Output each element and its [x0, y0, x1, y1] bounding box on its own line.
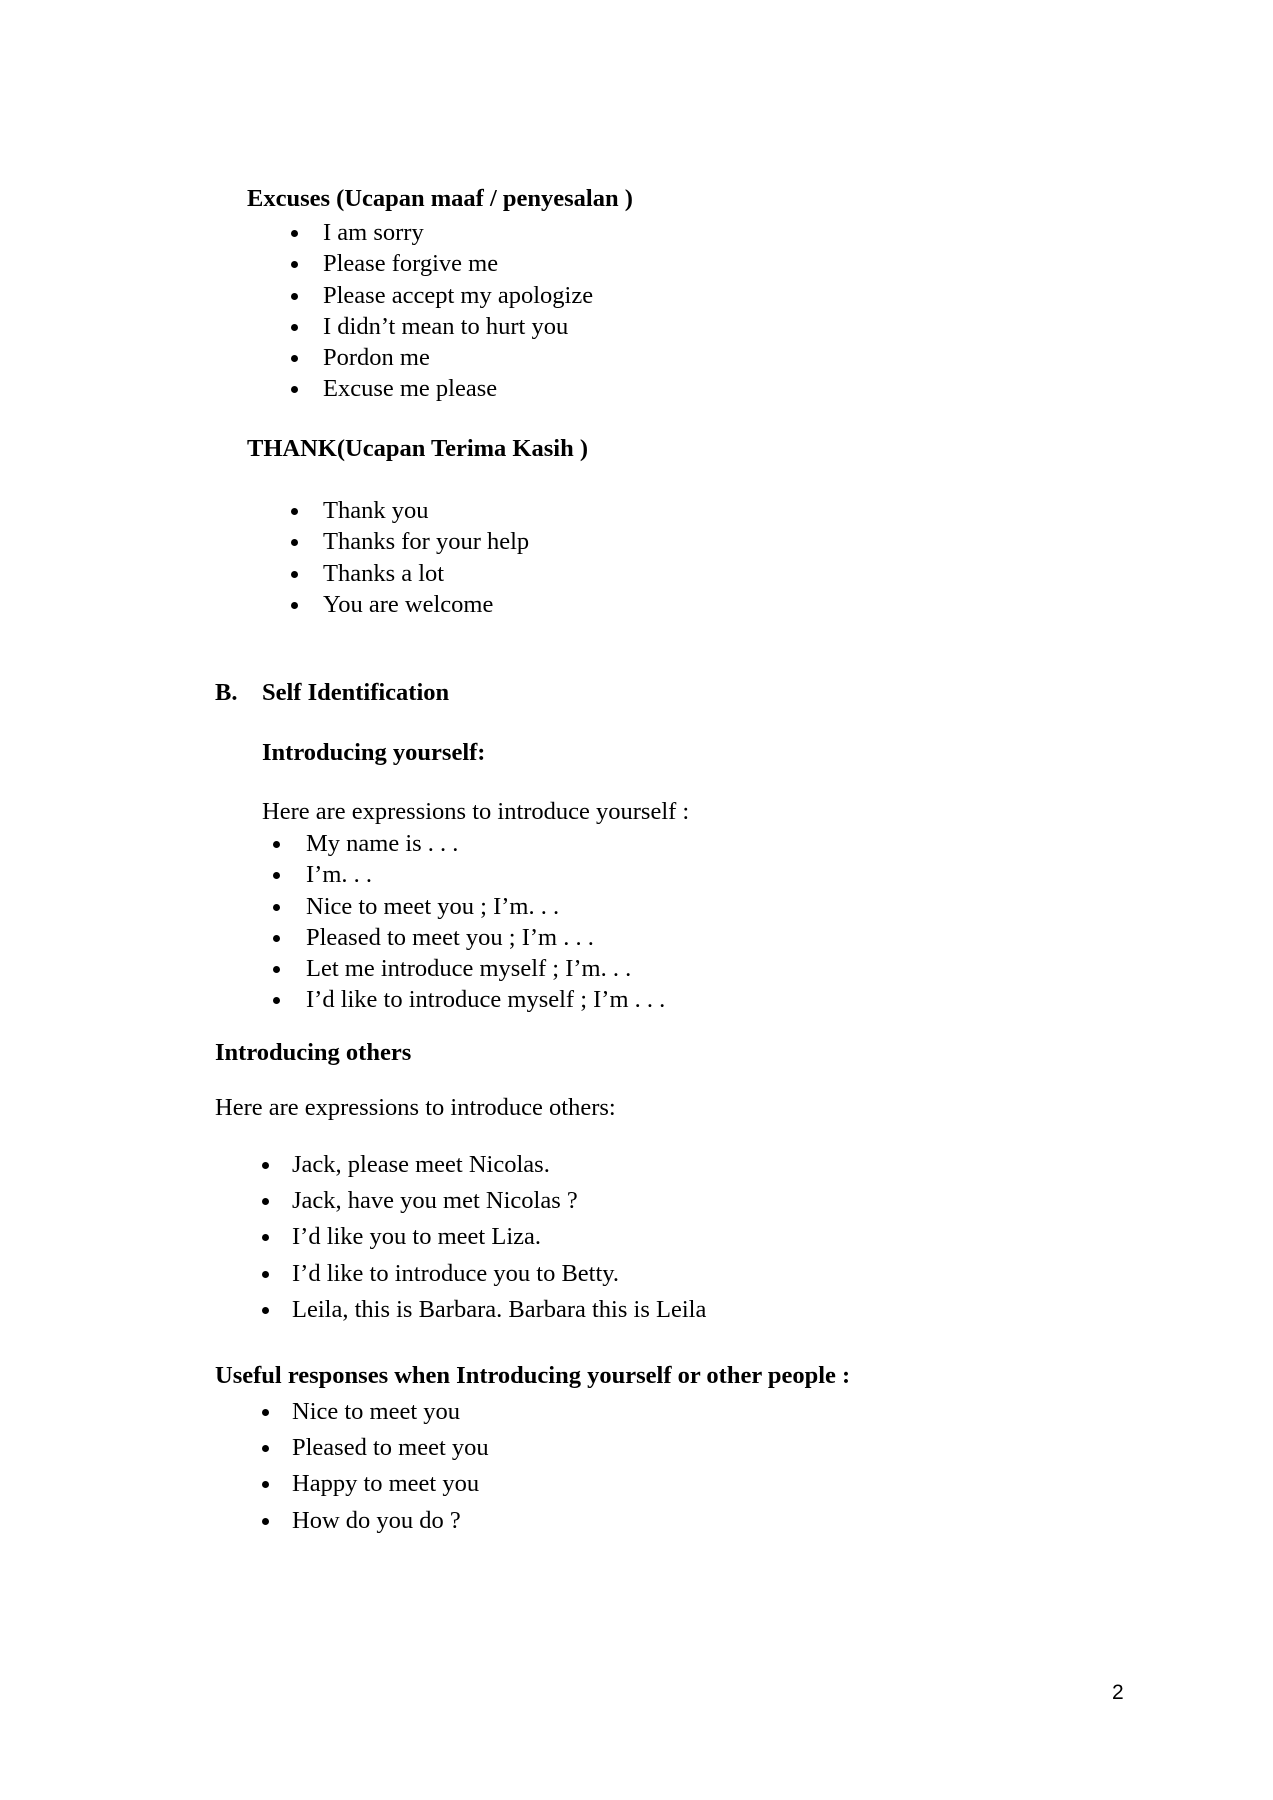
introducing-yourself-intro: Here are expressions to introduce yourself :: [262, 798, 690, 825]
thank-heading: THANK(Ucapan Terima Kasih ): [247, 435, 588, 462]
list-item: Please forgive me: [323, 252, 593, 283]
list-item: Please accept my apologize: [323, 284, 593, 315]
list-item: Thank you: [323, 499, 529, 530]
list-item: Excuse me please: [323, 377, 593, 408]
excuses-heading: Excuses (Ucapan maaf / penyesalan ): [247, 185, 633, 212]
bullet-icon: [262, 1409, 269, 1416]
introducing-others-list: [292, 1153, 706, 1334]
bullet-icon: [291, 539, 298, 546]
list-item: You are welcome: [323, 593, 529, 624]
bullet-icon: [273, 966, 280, 973]
bullet-icon: [291, 386, 298, 393]
list-item: I’m. . .: [306, 863, 665, 894]
bullet-icon: [291, 508, 298, 515]
bullet-icon: [273, 904, 280, 911]
list-item: My name is . . .: [306, 832, 665, 863]
list-item: I’d like to introduce you to Betty.: [292, 1262, 706, 1298]
list-item: Nice to meet you: [292, 1400, 489, 1436]
page-number: 2: [1112, 1681, 1124, 1704]
list-item: I didn’t mean to hurt you: [323, 315, 593, 346]
section-letter: B.: [215, 679, 238, 706]
bullet-icon: [262, 1518, 269, 1525]
bullet-icon: [291, 230, 298, 237]
list-item: Leila, this is Barbara. Barbara this is Leila: [292, 1298, 706, 1334]
bullet-icon: [273, 872, 280, 879]
bullet-icon: [262, 1307, 269, 1314]
list-item: How do you do ?: [292, 1509, 489, 1545]
excuses-list: [323, 221, 593, 409]
list-item: Let me introduce myself ; I’m. . .: [306, 957, 665, 988]
list-item: Happy to meet you: [292, 1472, 489, 1508]
responses-heading: Useful responses when Introducing yourself or other people :: [215, 1362, 851, 1389]
bullet-icon: [291, 324, 298, 331]
list-item: I’d like you to meet Liza.: [292, 1225, 706, 1261]
introducing-others-heading: Introducing others: [215, 1039, 412, 1066]
bullet-icon: [291, 571, 298, 578]
bullet-icon: [291, 293, 298, 300]
bullet-icon: [291, 355, 298, 362]
list-item: Pleased to meet you: [292, 1436, 489, 1472]
list-item: Thanks a lot: [323, 562, 529, 593]
bullet-icon: [262, 1198, 269, 1205]
bullet-icon: [273, 997, 280, 1004]
bullet-icon: [273, 841, 280, 848]
bullet-icon: [262, 1234, 269, 1241]
list-item: Pleased to meet you ; I’m . . .: [306, 926, 665, 957]
list-item: Pordon me: [323, 346, 593, 377]
bullet-icon: [291, 261, 298, 268]
bullet-icon: [262, 1481, 269, 1488]
introducing-yourself-list: [306, 832, 665, 1020]
list-item: I’d like to introduce myself ; I’m . . .: [306, 988, 665, 1019]
list-item: Jack, have you met Nicolas ?: [292, 1189, 706, 1225]
bullet-icon: [262, 1445, 269, 1452]
thank-list: [323, 499, 529, 624]
section-title: Self Identification: [262, 679, 450, 706]
introducing-others-intro: Here are expressions to introduce others:: [215, 1094, 616, 1121]
bullet-icon: [262, 1162, 269, 1169]
bullet-icon: [273, 935, 280, 942]
responses-list: [292, 1400, 489, 1545]
list-item: Thanks for your help: [323, 530, 529, 561]
bullet-icon: [291, 602, 298, 609]
bullet-icon: [262, 1271, 269, 1278]
introducing-yourself-heading: Introducing yourself:: [262, 739, 486, 766]
list-item: I am sorry: [323, 221, 593, 252]
list-item: Nice to meet you ; I’m. . .: [306, 895, 665, 926]
list-item: Jack, please meet Nicolas.: [292, 1153, 706, 1189]
